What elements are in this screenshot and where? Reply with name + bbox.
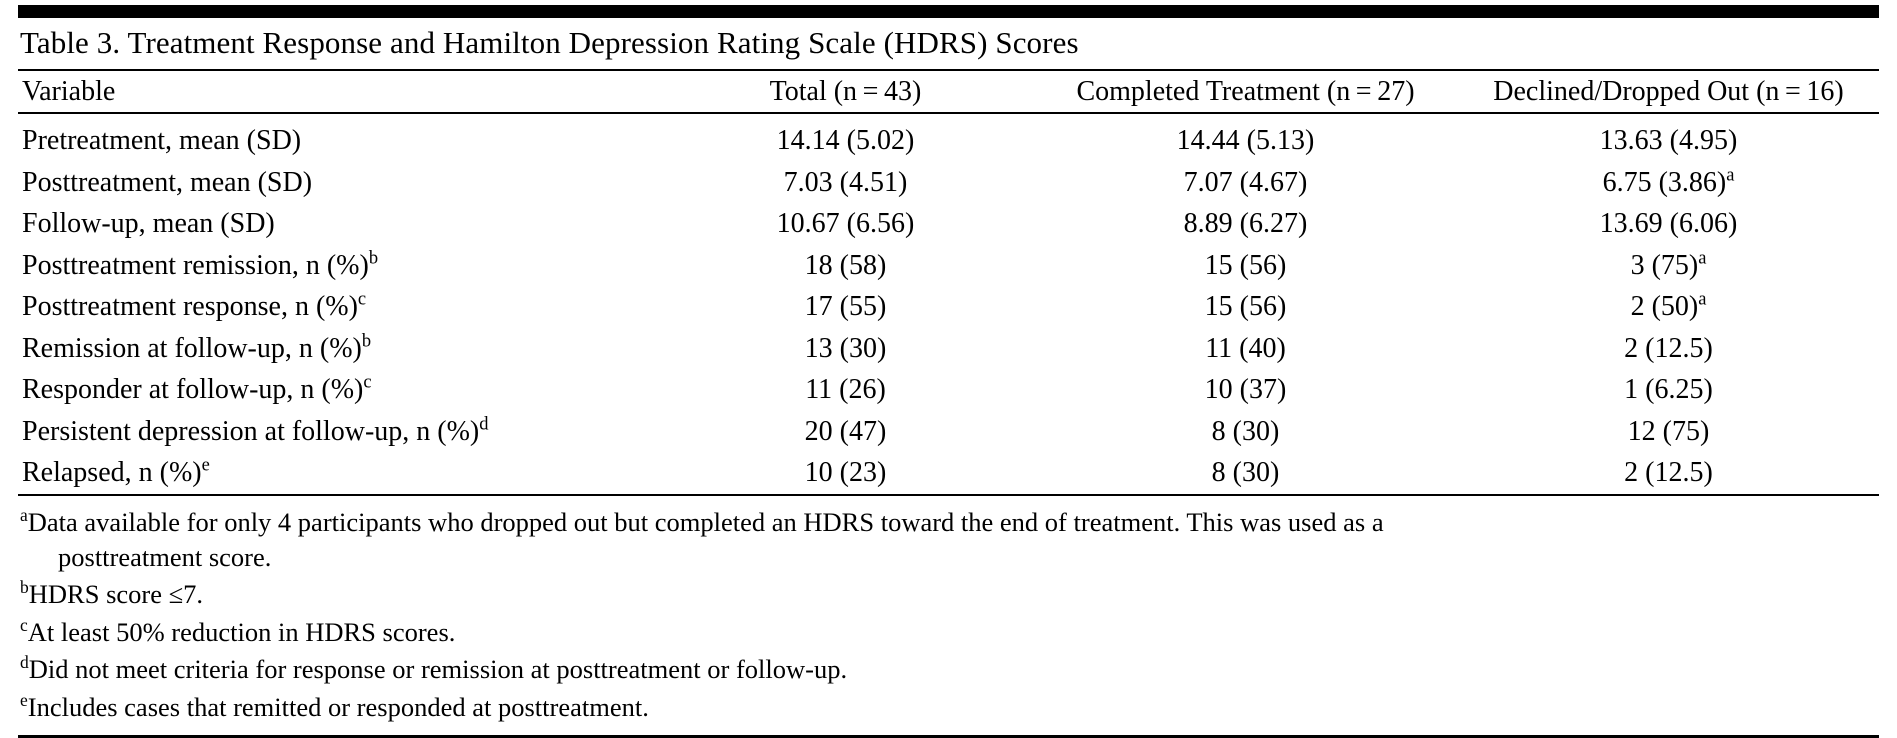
cell-variable-text: Posttreatment remission, n (%) — [22, 249, 369, 281]
cell-total — [658, 369, 1033, 411]
table-bottom-rule — [18, 735, 1879, 738]
footnote-marker: e — [20, 689, 28, 710]
cell-completed — [1033, 452, 1458, 494]
footnote-text: At least 50% reduction in HDRS scores. — [27, 616, 456, 647]
cell-variable — [18, 411, 658, 453]
cell-variable-text: Remission at follow-up, n (%) — [22, 332, 362, 364]
cell-declined-text: 2 (50) — [1630, 291, 1699, 323]
table-header — [18, 71, 1879, 113]
cell-completed-text: 14.44 (5.13) — [1176, 125, 1315, 157]
table-row — [18, 162, 1879, 204]
cell-variable-text: Pretreatment, mean (SD) — [22, 125, 302, 157]
footnote-marker: d — [20, 652, 29, 673]
cell-total — [658, 114, 1033, 162]
cell-declined — [1458, 245, 1879, 287]
footnote-marker: c — [20, 614, 28, 635]
cell-variable — [18, 203, 658, 245]
cell-variable-superscript: b — [368, 247, 379, 268]
cell-total-text: 17 (55) — [804, 291, 887, 323]
cell-completed-text: 8 (30) — [1211, 415, 1280, 447]
cell-variable — [18, 245, 658, 287]
cell-declined — [1458, 411, 1879, 453]
table-row — [18, 452, 1879, 494]
table-row — [18, 328, 1879, 370]
cell-variable — [18, 369, 658, 411]
cell-declined-text: 12 (75) — [1627, 415, 1710, 447]
cell-variable-superscript: d — [479, 413, 489, 434]
cell-total-text: 13 (30) — [804, 332, 887, 364]
cell-declined-superscript: a — [1698, 247, 1707, 268]
footnote-c — [20, 613, 1877, 650]
cell-completed-text: 7.07 (4.67) — [1183, 166, 1308, 198]
cell-total-text: 10 (23) — [804, 457, 887, 489]
column-header-variable: Variable — [22, 75, 116, 107]
cell-declined — [1458, 369, 1879, 411]
cell-completed-text: 15 (56) — [1204, 249, 1287, 281]
cell-completed-text: 11 (40) — [1205, 332, 1286, 364]
cell-variable-superscript: c — [363, 372, 372, 393]
table-row — [18, 411, 1879, 453]
footnote-text: HDRS score ≤7. — [28, 579, 204, 610]
cell-variable — [18, 286, 658, 328]
footnote-marker: b — [20, 577, 29, 598]
footnote-text: Includes cases that remitted or responded at posttreatment. — [27, 691, 649, 722]
cell-variable-superscript: e — [201, 455, 210, 476]
cell-declined-text: 6.75 (3.86) — [1602, 166, 1727, 198]
cell-declined — [1458, 203, 1879, 245]
cell-total-text: 18 (58) — [804, 249, 887, 281]
cell-total — [658, 286, 1033, 328]
cell-completed-text: 15 (56) — [1204, 291, 1287, 323]
table-top-rule — [18, 5, 1879, 18]
cell-declined — [1458, 452, 1879, 494]
footnote-text: Data available for only 4 participants who dropped out but completed an HDRS toward the end of treatment. This was used as a — [27, 507, 1384, 538]
cell-variable-superscript: b — [361, 330, 372, 351]
footnote-b — [20, 576, 1877, 613]
cell-total — [658, 328, 1033, 370]
table-container — [0, 5, 1897, 738]
footnote-e — [20, 688, 1877, 725]
cell-completed — [1033, 203, 1458, 245]
footnote-a — [20, 504, 1877, 576]
cell-completed — [1033, 114, 1458, 162]
table-row — [18, 203, 1879, 245]
cell-variable-text: Posttreatment, mean (SD) — [22, 166, 313, 198]
cell-total — [658, 411, 1033, 453]
cell-declined — [1458, 286, 1879, 328]
cell-total-text: 10.67 (6.56) — [776, 208, 915, 240]
cell-completed — [1033, 328, 1458, 370]
table-row — [18, 114, 1879, 162]
cell-variable — [18, 162, 658, 204]
data-table-body — [18, 114, 1879, 494]
cell-completed-text: 10 (37) — [1204, 374, 1287, 406]
cell-variable-superscript: c — [357, 289, 367, 309]
cell-variable-text: Responder at follow-up, n (%) — [22, 374, 364, 406]
table-header-row — [18, 71, 1879, 113]
cell-completed — [1033, 411, 1458, 453]
cell-declined-text: 2 (12.5) — [1624, 457, 1713, 489]
cell-completed — [1033, 286, 1458, 328]
cell-variable-text: Posttreatment response, n (%) — [22, 291, 358, 323]
cell-declined — [1458, 114, 1879, 162]
column-header-completed-treatment: Completed Treatment (n = 27) — [1076, 75, 1415, 107]
cell-variable — [18, 114, 658, 162]
cell-declined-text: 1 (6.25) — [1624, 374, 1713, 406]
footnote-continuation: posttreatment score. — [58, 541, 272, 572]
cell-declined-text: 13.69 (6.06) — [1599, 208, 1738, 240]
cell-total-text: 11 (26) — [805, 374, 886, 406]
cell-variable-text: Follow-up, mean (SD) — [22, 208, 275, 240]
footnote-d — [20, 651, 1877, 688]
footnotes — [18, 496, 1879, 726]
footnote-marker: a — [20, 505, 28, 526]
cell-declined — [1458, 162, 1879, 204]
cell-completed-text: 8.89 (6.27) — [1183, 208, 1308, 240]
cell-completed-text: 8 (30) — [1211, 457, 1280, 489]
cell-declined-text: 3 (75) — [1630, 249, 1699, 281]
cell-total-text: 7.03 (4.51) — [783, 166, 908, 198]
cell-total-text: 20 (47) — [804, 415, 887, 447]
table-title: Table 3. Treatment Response and Hamilton Depression Rating Scale (HDRS) Scores — [20, 25, 1079, 60]
footnote-text: Did not meet criteria for response or remission at posttreatment or follow-up. — [28, 654, 848, 685]
cell-total — [658, 162, 1033, 204]
column-header-declined-dropped-out: Declined/Dropped Out (n = 16) — [1493, 75, 1844, 107]
table-row — [18, 245, 1879, 287]
column-header-total: Total (n = 43) — [769, 75, 922, 107]
cell-variable-text: Persistent depression at follow-up, n (%) — [22, 415, 480, 447]
cell-declined-superscript: a — [1698, 289, 1707, 309]
cell-declined — [1458, 328, 1879, 370]
cell-total-text: 14.14 (5.02) — [776, 125, 915, 157]
cell-total — [658, 452, 1033, 494]
cell-total — [658, 203, 1033, 245]
cell-variable — [18, 328, 658, 370]
cell-variable — [18, 452, 658, 494]
cell-declined-text: 2 (12.5) — [1624, 332, 1713, 364]
cell-completed — [1033, 162, 1458, 204]
table-row — [18, 369, 1879, 411]
cell-declined-superscript: a — [1726, 164, 1735, 185]
cell-variable-text: Relapsed, n (%) — [22, 457, 202, 489]
cell-completed — [1033, 369, 1458, 411]
table-row — [18, 286, 1879, 328]
cell-declined-text: 13.63 (4.95) — [1599, 125, 1738, 157]
cell-completed — [1033, 245, 1458, 287]
data-table — [18, 71, 1879, 113]
cell-total — [658, 245, 1033, 287]
